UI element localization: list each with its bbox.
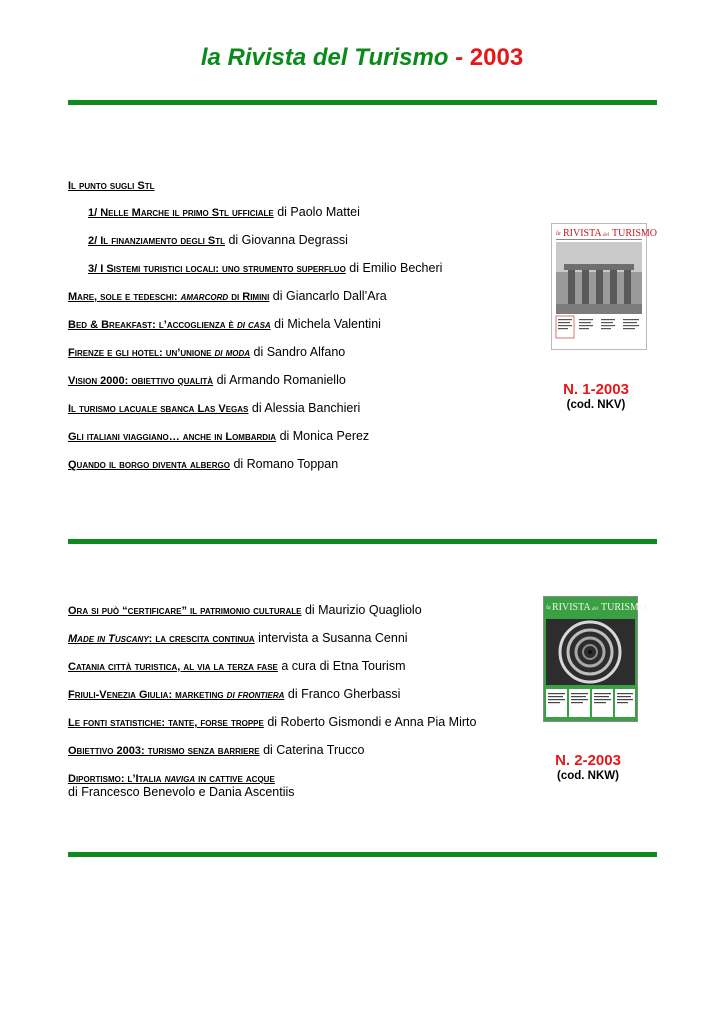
cover-masthead-rivista: RIVISTA xyxy=(552,602,591,613)
article-title-part: Diportismo: l’Italia xyxy=(68,773,165,785)
article-title-italic: amarcord xyxy=(180,291,229,303)
issue-number: N. 2-2003 xyxy=(555,752,621,769)
cover-masthead-del: del xyxy=(603,233,610,238)
article-title: 2/ Il finanziamento degli Stl xyxy=(88,235,225,247)
article-title: Obiettivo 2003: turismo senza barriere xyxy=(68,745,260,757)
article-item xyxy=(68,785,295,800)
article-title: 3/ I Sistemi turistici locali: uno strumento superfluo xyxy=(88,263,346,275)
article-author: di Paolo Mattei xyxy=(277,205,360,219)
cover-masthead-la: la xyxy=(556,231,561,237)
issue-code: (cod. NKW) xyxy=(557,770,619,782)
title-separator: - xyxy=(455,44,464,71)
cover-illustration xyxy=(544,597,647,721)
article-author: a cura di Etna Tourism xyxy=(281,659,406,673)
article-author: di Giancarlo Dall’Ara xyxy=(272,289,387,303)
article-author: di Emilio Becheri xyxy=(349,261,443,275)
article-author: di Michela Valentini xyxy=(274,317,381,331)
article-title: Gli italiani viaggiano… anche in Lombardia xyxy=(68,431,277,443)
article-item xyxy=(88,205,360,221)
divider-middle xyxy=(68,539,657,544)
cover-masthead-turismo: TURISMO xyxy=(601,602,647,613)
article-title xyxy=(68,347,250,359)
article-author: di Caterina Trucco xyxy=(263,743,365,757)
divider-top xyxy=(68,100,657,105)
article-title: Vision 2000: obiettivo qualità xyxy=(68,375,214,387)
article-author: di Monica Perez xyxy=(279,429,370,443)
issue-code: (cod. NKV) xyxy=(566,399,626,411)
cover-masthead-rivista: RIVISTA xyxy=(563,228,602,239)
article-author: di Francesco Benevolo e Dania Ascentiis xyxy=(68,785,295,799)
article-title-part: Bed & Breakfast: l’accoglienza è xyxy=(68,319,237,331)
article-title-part: : la crescita continua xyxy=(148,633,255,645)
article-title: Il turismo lacuale sbanca Las Vegas xyxy=(68,403,249,415)
article-title xyxy=(68,319,271,331)
issue-1-cover-image xyxy=(551,223,658,350)
page-title xyxy=(0,44,724,72)
article-title: Il punto sugli Stl xyxy=(68,180,155,192)
article-title-part: in cattive acque xyxy=(195,773,275,785)
article-item xyxy=(68,659,406,675)
article-item xyxy=(68,345,345,361)
article-author: intervista a Susanna Cenni xyxy=(258,631,408,645)
article-item xyxy=(88,233,348,249)
divider-bottom xyxy=(68,852,657,857)
cover-masthead-la: la xyxy=(546,605,551,611)
title-main: la Rivista del Turismo xyxy=(200,44,449,71)
article-author: di Romano Toppan xyxy=(233,457,339,471)
article-title xyxy=(68,633,255,645)
article-title xyxy=(68,773,275,785)
article-title xyxy=(68,689,284,701)
issue-number: N. 1-2003 xyxy=(563,381,629,398)
article-title-part: Mare, sole e tedeschi: xyxy=(68,291,181,303)
article-title-italic: di casa xyxy=(236,319,271,331)
article-item xyxy=(68,457,338,473)
article-author: di Armando Romaniello xyxy=(216,373,346,387)
article-title: Ora si può “certificare” il patrimonio culturale xyxy=(68,605,302,617)
article-author: di Franco Gherbassi xyxy=(287,687,401,701)
article-item xyxy=(68,401,360,417)
article-item xyxy=(68,178,155,194)
article-author: di Roberto Gismondi e Anna Pia Mirto xyxy=(267,715,477,729)
article-title-part: Friuli-Venezia Giulia: marketing xyxy=(68,689,227,701)
article-item xyxy=(68,743,365,759)
article-item xyxy=(68,603,422,619)
article-author: di Alessia Banchieri xyxy=(251,401,361,415)
article-title-part: di Rimini xyxy=(228,291,270,303)
article-item xyxy=(68,687,400,703)
article-title: 1/ Nelle Marche il primo Stl ufficiale xyxy=(88,207,274,219)
issue-2-cover-image xyxy=(543,596,647,722)
article-title: Le fonti statistiche: tante, forse troppe xyxy=(68,717,264,729)
article-title-italic: naviga xyxy=(164,773,196,785)
article-title-italic: Made in Tuscany xyxy=(68,633,149,645)
article-title-part: Firenze e gli hotel: un’unione xyxy=(68,347,215,359)
article-title xyxy=(68,291,269,303)
article-item xyxy=(68,373,346,389)
article-item xyxy=(68,317,381,333)
cover-illustration xyxy=(552,224,658,349)
article-item xyxy=(88,261,442,277)
article-author: di Giovanna Degrassi xyxy=(228,233,348,247)
cover-masthead-turismo: TURISMO xyxy=(612,228,658,239)
article-author: di Maurizio Quagliolo xyxy=(304,603,422,617)
article-title-italic: di frontiera xyxy=(226,689,285,701)
article-author: di Sandro Alfano xyxy=(253,345,346,359)
article-item xyxy=(68,631,408,647)
cover-masthead-del: del xyxy=(592,607,599,612)
article-title-italic: di moda xyxy=(214,347,251,359)
article-item xyxy=(68,715,476,731)
article-item xyxy=(68,289,387,305)
title-year: 2003 xyxy=(469,44,524,71)
article-item xyxy=(68,429,369,445)
article-title: Quando il borgo diventa albergo xyxy=(68,459,230,471)
article-title: Catania città turistica, al via la terza fase xyxy=(68,661,278,673)
